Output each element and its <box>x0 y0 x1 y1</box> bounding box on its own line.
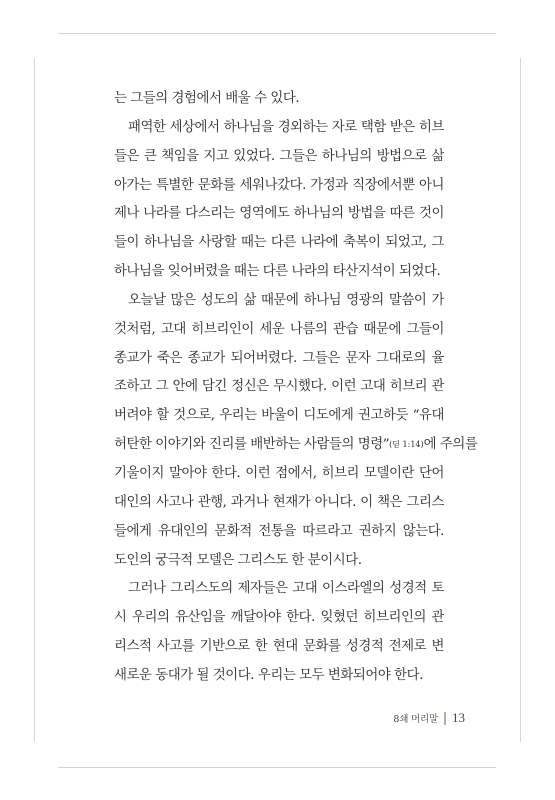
running-footer-chapter: 8쇄 머리말 <box>393 714 438 725</box>
text-line: 제나 나라를 다스리는 영역에도 하나님의 방법을 따른 것이 <box>114 206 444 222</box>
right-rule <box>520 58 521 742</box>
text-segment: 허탄한 이야기와 진리를 배반하는 사람들의 명령” <box>114 437 390 453</box>
text-segment: 에 주의를 <box>423 437 478 453</box>
body-text <box>114 85 478 691</box>
text-line: 하나님을 잊어버렸을 때는 다른 나라의 타산지석이 되었다. <box>114 264 441 280</box>
scripture-reference: (딛 1:14) <box>389 440 424 450</box>
text-line: 오늘날 많은 성도의 삶 때문에 하나님 영광의 말씀이 가 <box>128 292 444 308</box>
text-line: 종교가 죽은 종교가 되어버렸다. 그들은 문자 그대로의 율 <box>114 350 444 366</box>
text-line: 들은 큰 책임을 지고 있었다. 그들은 하나님의 방법으로 삶 <box>114 148 444 164</box>
bottom-rule <box>58 767 496 768</box>
text-line: 기울이지 말아야 한다. 이런 점에서, 히브리 모델이란 단어 <box>114 465 444 481</box>
text-line: 는 그들의 경험에서 배울 수 있다. <box>114 91 300 106</box>
text-line: 들이 하나님을 사랑할 때는 다른 나라에 축복이 되었고, 그 <box>114 235 444 251</box>
text-line: 것처럼, 고대 히브리인이 세운 나름의 관습 때문에 그들이 <box>114 321 444 337</box>
page-number: 13 <box>452 710 465 725</box>
text-line: 패역한 세상에서 하나님을 경외하는 자로 택함 받은 히브 <box>128 119 444 135</box>
text-line: 새로운 동대가 될 것이다. 우리는 모두 변화되어야 한다. <box>114 667 423 683</box>
footer-divider <box>444 712 446 725</box>
text-line: 도인의 궁극적 모델은 그리스도 한 분이시다. <box>114 552 362 568</box>
top-rule <box>58 33 496 34</box>
text-line: 시 우리의 유산임을 깨달아야 한다. 잊혔던 히브리인의 관 <box>114 610 444 626</box>
text-line: 조하고 그 안에 담긴 정신은 무시했다. 이런 고대 히브리 관 <box>114 379 444 395</box>
text-line: 그러나 그리스도의 제자들은 고대 이스라엘의 성경적 토 <box>128 581 444 597</box>
left-rule <box>34 58 35 742</box>
page-footer <box>393 710 465 726</box>
text-line-with-ref <box>114 431 478 460</box>
text-line: 들에게 유대인의 문화적 전통을 따르라고 권하지 않는다. <box>114 523 444 539</box>
text-line: 리스적 사고를 기반으로 한 현대 문화를 성경적 전제로 변 <box>114 639 444 655</box>
text-line: 버려야 할 것으로, 우리는 바울이 디도에게 권고하듯 “유대 <box>114 408 444 424</box>
text-line: 대인의 사고나 관행, 과거나 현재가 아니다. 이 책은 그리스 <box>114 494 444 510</box>
text-line: 아가는 특별한 문화를 세워나갔다. 가정과 직장에서뿐 아니 <box>114 177 444 193</box>
